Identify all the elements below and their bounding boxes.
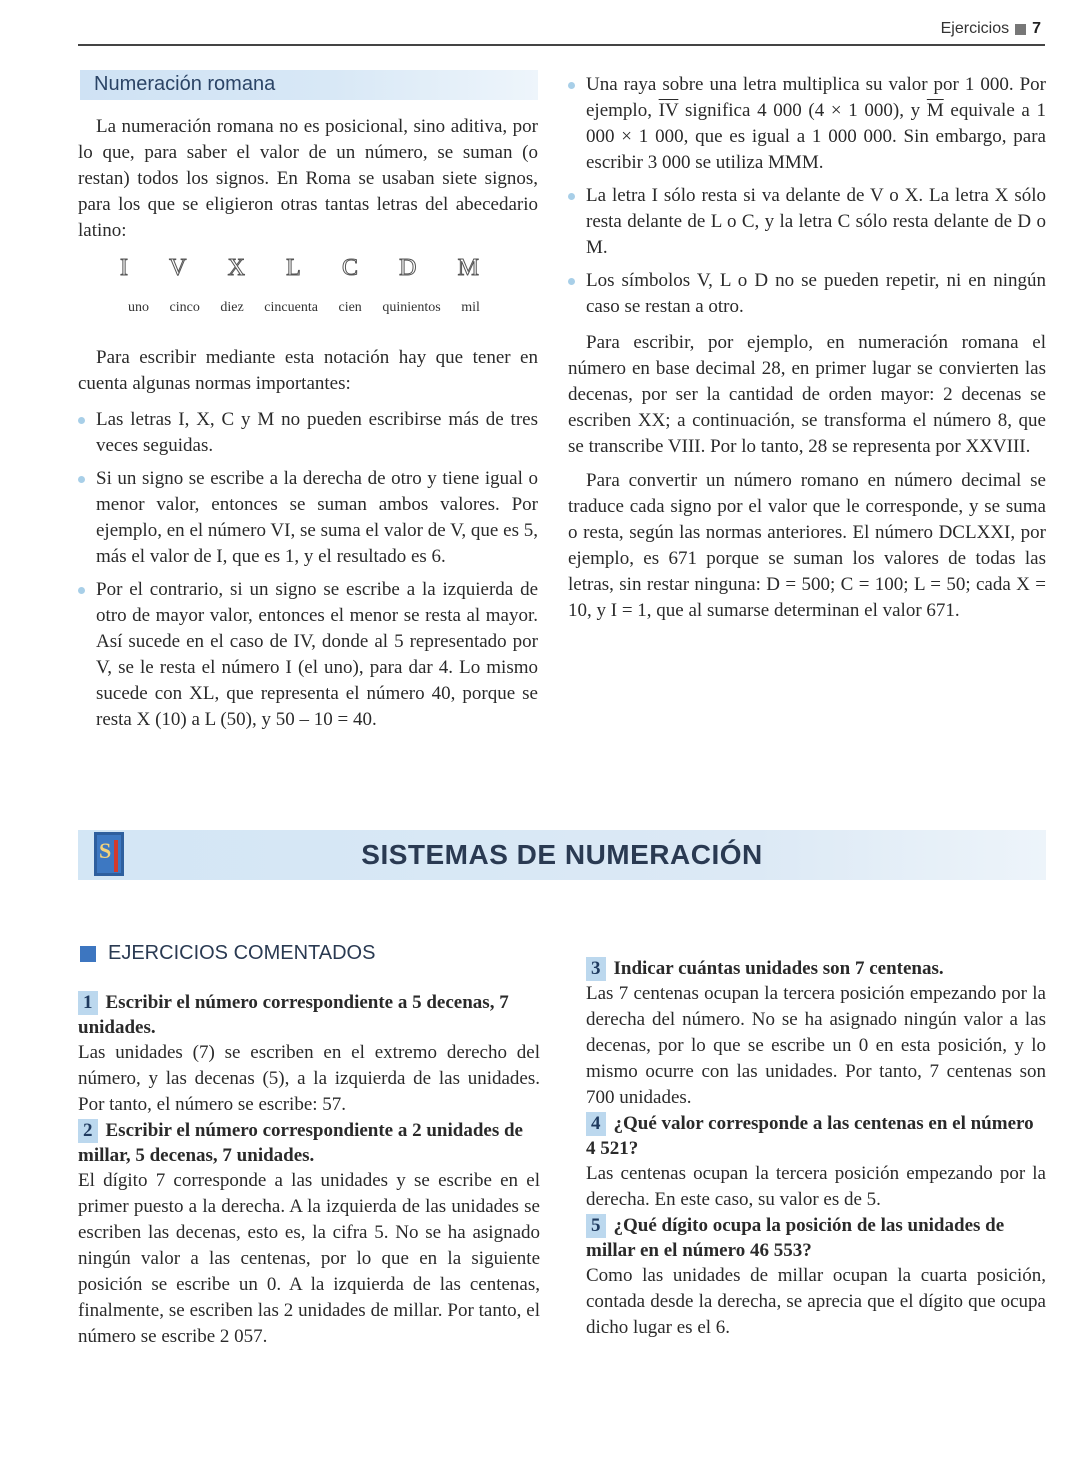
exercise-question bbox=[78, 990, 540, 1040]
roman-name: quinientos bbox=[382, 300, 441, 315]
question-text: Escribir el número correspondiente a 5 decenas, 7 unidades. bbox=[78, 992, 509, 1038]
question-text: Escribir el número correspondiente a 2 unidades de millar, 5 decenas, 7 unidades. bbox=[78, 1120, 523, 1166]
square-bullet-icon bbox=[80, 946, 96, 962]
exercise-question bbox=[586, 956, 1046, 981]
rule-text: significa 4 000 (4 × 1 000), y bbox=[678, 100, 927, 121]
roman-symbol: V bbox=[169, 255, 188, 281]
left-column-rules bbox=[78, 345, 538, 740]
right-column-rules bbox=[568, 72, 1046, 624]
rules-list-right bbox=[568, 72, 1046, 320]
roman-name: cinco bbox=[169, 300, 200, 315]
roman-symbol: I bbox=[120, 255, 129, 281]
exercises-left bbox=[78, 990, 540, 1350]
roman-name: mil bbox=[461, 300, 480, 315]
header-rule bbox=[78, 44, 1045, 46]
exercise-number: 5 bbox=[586, 1214, 606, 1238]
exercise-number: 3 bbox=[586, 957, 606, 981]
rule-item: Las letras I, X, C y M no pueden escribirse más de tres veces seguidas. bbox=[78, 407, 538, 459]
rules-list-left bbox=[78, 407, 538, 733]
example-paragraph: Para escribir, por ejemplo, en numeración romana el número en base decimal 28, en primer lugar se convierten las decenas, por ser la cantidad de orden mayor: 2 decenas se escriben XX; a continuación, se transforma el número 8, que se transcribe VIII. Por lo tanto, 28 se representa por XXVIII. bbox=[568, 332, 1046, 457]
roman-symbols-row bbox=[120, 255, 480, 282]
exercise-answer: Las unidades (7) se escriben en el extremo derecho del número, y las decenas (5), a la izquierda de las unidades. Por tanto, el número se escribe: 57. bbox=[78, 1042, 540, 1115]
roman-symbol: D bbox=[399, 255, 418, 281]
question-text: ¿Qué dígito ocupa la posición de las unidades de millar en el número 46 553? bbox=[586, 1215, 1005, 1261]
left-column-intro bbox=[78, 114, 538, 244]
rule-item: Los símbolos V, L o D no se pueden repetir, ni en ningún caso se restan a otro. bbox=[568, 268, 1046, 320]
exercise-answer: Como las unidades de millar ocupan la cuarta posición, contada desde la derecha, se aprecia que el dígito que ocupa dicho lugar es el 6. bbox=[586, 1265, 1046, 1338]
svg-text:S: S bbox=[99, 838, 112, 863]
rule-item bbox=[568, 72, 1046, 176]
question-text: Indicar cuántas unidades son 7 centenas. bbox=[613, 958, 944, 979]
exercise-number: 2 bbox=[78, 1119, 98, 1143]
roman-symbol: L bbox=[286, 255, 302, 281]
rule-item: La letra I sólo resta si va delante de V o X. La letra X sólo resta delante de L o C, y la letra C sólo resta delante de D o M. bbox=[568, 183, 1046, 261]
rule-text: equivale a 1 000 × 1 000, que es igual a 1 000 000. Sin embargo, para escribir 3 000 se utiliza MMM. bbox=[586, 100, 1047, 173]
roman-names-row bbox=[128, 300, 480, 316]
square-bullet-icon bbox=[1015, 24, 1026, 35]
overlined-numeral: $\overline{IV}$ bbox=[658, 100, 679, 121]
roman-symbol: M bbox=[457, 255, 480, 281]
roman-name: uno bbox=[128, 300, 149, 315]
rule-item: Si un signo se escribe a la derecha de otro y tiene igual o menor valor, entonces se suman ambos valores. Por ejemplo, en el número VI, se suma el valor de V, que es 5, más el valor de I, que es 1, y el resultado es 6. bbox=[78, 466, 538, 570]
roman-name: cincuenta bbox=[264, 300, 318, 315]
rules-intro: Para escribir mediante esta notación hay que tener en cuenta algunas normas importantes: bbox=[78, 347, 538, 394]
banner-title: SISTEMAS DE NUMERACIÓN bbox=[361, 839, 763, 870]
exercises-right bbox=[586, 956, 1046, 1341]
exercise-question bbox=[78, 1118, 540, 1168]
exercises-heading-text: EJERCICIOS COMENTADOS bbox=[108, 942, 376, 964]
rule-item: Por el contrario, si un signo se escribe a la izquierda de otro de mayor valor, entonces el menor se resta al mayor. Así sucede en el caso de IV, donde al 5 representado por V, se le resta el número I (el uno), para dar 4. Lo mismo sucede con XL, que representa el número 40, porque se resta X (10) a L (50), y 50 – 10 = 40. bbox=[78, 577, 538, 733]
rule-text: Una raya sobre una letra multiplica su valor por 1 000. Por ejemplo, bbox=[586, 74, 1046, 121]
exercise-answer: El dígito 7 corresponde a las unidades y se escribe en el primer puesto a la derecha. A la izquierda de las unidades se escriben las decenas, esto es, la cifra 5. No se ha asignado ningún valor a las centenas, por lo que en la siguiente posición se escribe un 0. A la izquierda de las centenas, finalmente, se escriben las 2 unidades de millar. Por tanto, el número se escribe 2 057. bbox=[78, 1170, 540, 1347]
page-number: 7 bbox=[1032, 20, 1041, 37]
section-title: Numeración romana bbox=[94, 73, 276, 95]
question-text: ¿Qué valor corresponde a las centenas en el número 4 521? bbox=[586, 1113, 1034, 1159]
exercise-answer: Las 7 centenas ocupan la tercera posición empezando por la derecha del número. No se ha asignado ningún valor a las decenas, por lo que se escribe un 0 en esta posición, y lo mismo ocurre con las unidades. Por tanto, 7 centenas son 700 unidades. bbox=[586, 983, 1046, 1108]
exercise-number: 1 bbox=[78, 991, 98, 1015]
roman-name: diez bbox=[220, 300, 244, 315]
exercise-question bbox=[586, 1213, 1046, 1263]
overlined-numeral: $\overline{M}$ bbox=[926, 100, 944, 121]
exercise-answer: Las centenas ocupan la tercera posición empezando por la derecha. En este caso, su valor es de 5. bbox=[586, 1163, 1046, 1210]
roman-name: cien bbox=[338, 300, 362, 315]
section-heading-band bbox=[80, 70, 538, 100]
exercise-question bbox=[586, 1111, 1046, 1161]
roman-symbol: X bbox=[227, 255, 246, 281]
chapter-banner bbox=[78, 830, 1046, 880]
conversion-paragraph: Para convertir un número romano en número decimal se traduce cada signo por el valor que le corresponde, y se suma o resta, según las normas anteriores. El número DCLXXI, por ejemplo, es 671 porque se suman los valores de todas las letras, sin restar ninguna: D = 500; C = 100; L = 50; cada X = 10, y I = 1, que al sumarse determinan el valor 671. bbox=[568, 470, 1046, 621]
intro-paragraph: La numeración romana no es posicional, sino aditiva, por lo que, para saber el valor de un número, se suman (o restan) todos los signos. En Roma se usaban siete signos, para los que se eligieron otras tantas letras del abecedario latino: bbox=[78, 116, 538, 241]
exercises-heading bbox=[80, 942, 375, 965]
roman-symbol: C bbox=[341, 255, 359, 281]
running-head bbox=[941, 20, 1041, 38]
running-head-section: Ejercicios bbox=[940, 20, 1010, 37]
exercise-number: 4 bbox=[586, 1112, 606, 1136]
